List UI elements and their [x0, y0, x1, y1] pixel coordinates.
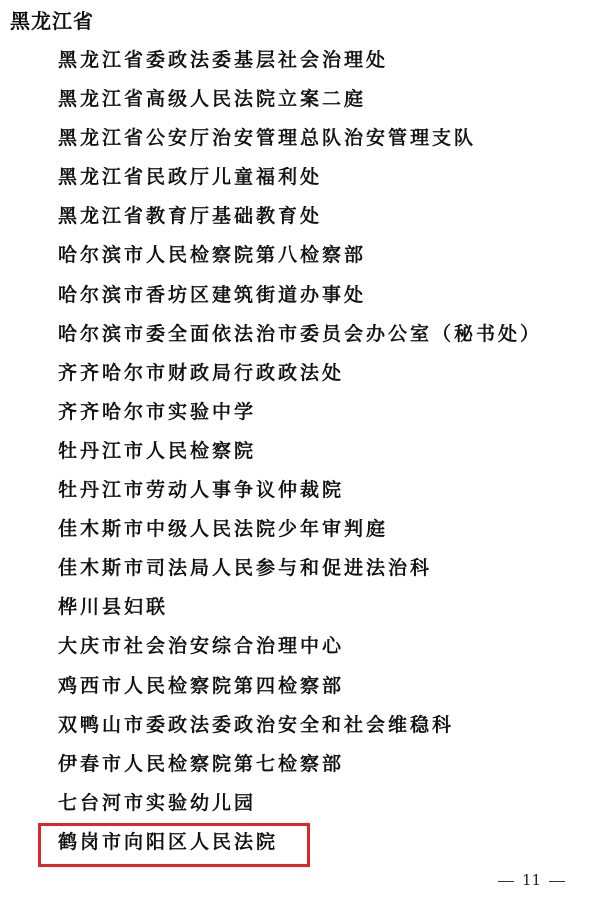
organization-list — [58, 41, 542, 862]
page-footer — [498, 868, 565, 892]
list-item: 哈尔滨市人民检察院第八检察部 — [58, 244, 367, 267]
list-item: 黑龙江省委政法委基层社会治理处 — [58, 49, 389, 71]
list-item: 齐齐哈尔市实验中学 — [58, 400, 257, 423]
list-item: 黑龙江省民政厅儿童福利处 — [58, 166, 323, 189]
highlighted-list-item: 鹤岗市向阳区人民法院 — [58, 830, 279, 853]
list-item: 桦川县妇联 — [58, 596, 169, 619]
list-item: 伊春市人民检察院第七检察部 — [58, 752, 345, 775]
highlight-box — [38, 823, 310, 867]
list-item: 哈尔滨市香坊区建筑街道办事处 — [58, 283, 367, 306]
dash-right — [549, 881, 565, 882]
page-number: 11 — [522, 871, 542, 889]
list-item: 牡丹江市人民检察院 — [58, 439, 257, 462]
list-item: 哈尔滨市委全面依法治市委员会办公室（秘书处） — [58, 322, 543, 345]
list-item: 鸡西市人民检察院第四检察部 — [58, 674, 345, 697]
dash-left — [498, 881, 514, 882]
list-item: 黑龙江省公安厅治安管理总队治安管理支队 — [58, 127, 477, 150]
list-item: 黑龙江省高级人民法院立案二庭 — [58, 88, 367, 111]
list-item: 大庆市社会治安综合治理中心 — [58, 635, 345, 658]
section-heading: 黑龙江省 — [10, 9, 94, 33]
list-item: 齐齐哈尔市财政局行政政法处 — [58, 361, 345, 384]
list-item: 佳木斯市司法局人民参与和促进法治科 — [58, 557, 433, 580]
list-item: 黑龙江省教育厅基础教育处 — [58, 205, 323, 228]
list-item: 佳木斯市中级人民法院少年审判庭 — [58, 518, 389, 541]
list-item: 七台河市实验幼儿园 — [58, 791, 257, 814]
list-item: 牡丹江市劳动人事争议仲裁院 — [58, 479, 345, 502]
list-item: 双鸭山市委政法委政治安全和社会维稳科 — [58, 713, 455, 736]
